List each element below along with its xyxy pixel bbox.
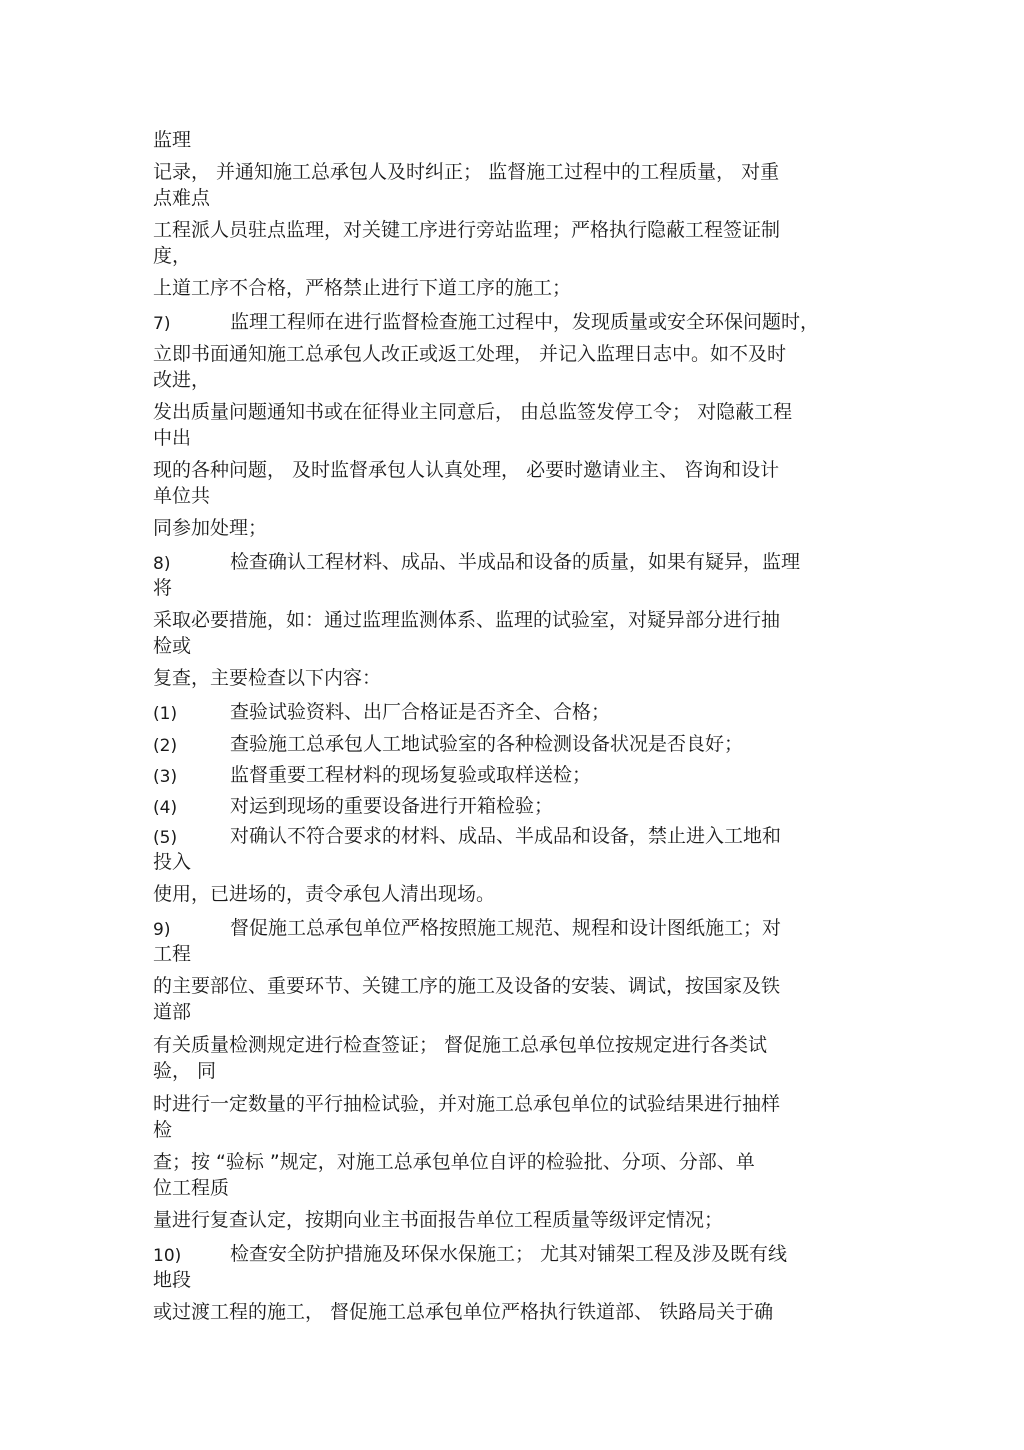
text-line: 度， [153, 245, 192, 267]
text-line: 中出 [153, 427, 192, 449]
list-number: (1) [153, 704, 178, 724]
text-line: 上道工序不合格，严格禁止进行下道工序的施工； [153, 277, 572, 299]
text-line: 检查安全防护措施及环保水保施工； 尤其对铺架工程及涉及既有线 [230, 1243, 788, 1265]
text-line: 查；按 “验标 ”规定，对施工总承包单位自评的检验批、分项、分部、单 [153, 1151, 755, 1173]
text-line: 道部 [153, 1001, 192, 1023]
text-line: 查验试验资料、出厂合格证是否齐全、合格； [230, 701, 611, 723]
text-line: 对确认不符合要求的材料、成品、半成品和设备，禁止进入工地和 [230, 825, 782, 847]
text-line: 单位共 [153, 485, 211, 507]
list-number: (3) [153, 767, 178, 787]
text-line: 验， 同 [153, 1060, 217, 1082]
text-line: 工程 [153, 943, 192, 965]
list-number: (5) [153, 828, 178, 848]
list-number: 8) [153, 554, 171, 574]
text-line: 监理 [153, 129, 192, 151]
text-line: 复查，主要检查以下内容： [153, 667, 382, 689]
text-line: 的主要部位、重要环节、关键工序的施工及设备的安装、调试，按国家及铁 [153, 975, 781, 997]
text-line: 检 [153, 1119, 173, 1141]
text-line: 查验施工总承包人工地试验室的各种检测设备状况是否良好； [230, 733, 744, 755]
text-line: 记录， 并通知施工总承包人及时纠正； 监督施工过程中的工程质量， 对重 [153, 161, 780, 183]
list-number: (2) [153, 736, 178, 756]
text-line: 发出质量问题通知书或在征得业主同意后， 由总监签发停工令； 对隐蔽工程 [153, 401, 793, 423]
text-line: 有关质量检测规定进行检查签证； 督促施工总承包单位按规定进行各类试 [153, 1034, 768, 1056]
text-line: 工程派人员驻点监理，对关键工序进行旁站监理；严格执行隐蔽工程签证制 [153, 219, 781, 241]
text-line: 点难点 [153, 187, 211, 209]
text-line: 时进行一定数量的平行抽检试验，并对施工总承包单位的试验结果进行抽样 [153, 1093, 781, 1115]
text-line: 地段 [153, 1269, 192, 1291]
text-line: 检或 [153, 635, 192, 657]
text-line: 监督重要工程材料的现场复验或取样送检； [230, 764, 592, 786]
text-line: 同参加处理； [153, 517, 268, 539]
text-line: 投入 [153, 851, 192, 873]
list-number: 10) [153, 1246, 182, 1266]
text-line: 位工程质 [153, 1177, 230, 1199]
list-number: (4) [153, 798, 178, 818]
text-line: 督促施工总承包单位严格按照施工规范、规程和设计图纸施工；对 [230, 917, 782, 939]
text-line: 采取必要措施，如：通过监理监测体系、监理的试验室，对疑异部分进行抽 [153, 609, 781, 631]
text-line: 对运到现场的重要设备进行开箱检验； [230, 795, 554, 817]
list-number: 7) [153, 314, 171, 334]
text-line: 检查确认工程材料、成品、半成品和设备的质量，如果有疑异，监理 [230, 551, 801, 573]
text-line: 立即书面通知施工总承包人改正或返工处理， 并记入监理日志中。如不及时 [153, 343, 787, 365]
text-line: 监理工程师在进行监督检查施工过程中，发现质量或安全环保问题时， [230, 311, 820, 333]
text-line: 或过渡工程的施工， 督促施工总承包单位严格执行铁道部、 铁路局关于确 [153, 1301, 774, 1323]
text-line: 使用，已进场的，责令承包人清出现场。 [153, 883, 496, 905]
text-line: 量进行复查认定，按期向业主书面报告单位工程质量等级评定情况； [153, 1209, 724, 1231]
text-line: 将 [153, 577, 173, 599]
list-number: 9) [153, 920, 171, 940]
text-line: 现的各种问题， 及时监督承包人认真处理， 必要时邀请业主、 咨询和设计 [153, 459, 780, 481]
text-line: 改进， [153, 369, 211, 391]
